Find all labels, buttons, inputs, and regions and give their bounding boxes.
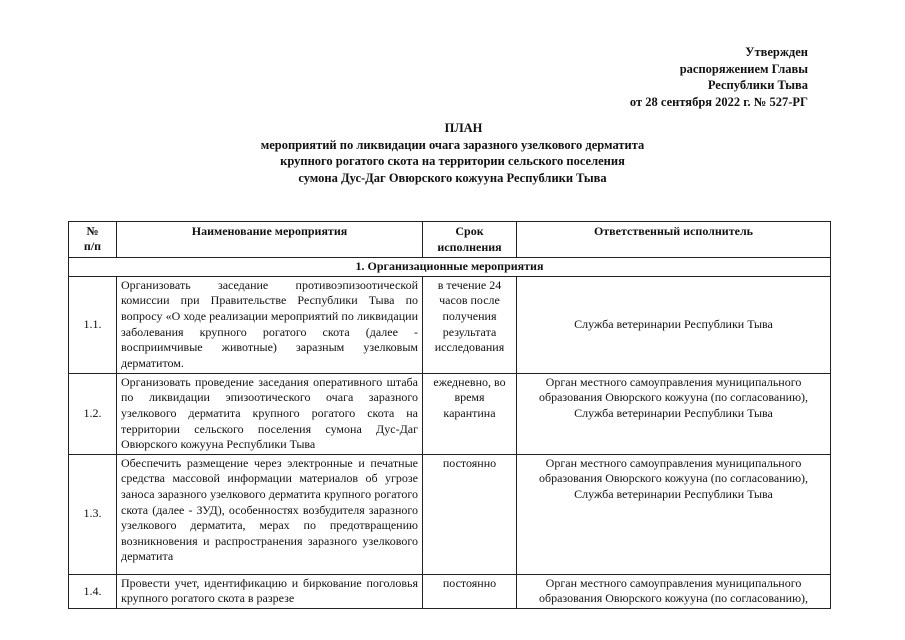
row-term: в течение 24 часов после получения результата исследования (423, 276, 517, 373)
row-name: Обеспечить размещение через электронные и печатные средства массовой информации материалов об угрозе заноса заразного узелкового дерматита крупного рогатого скота (далее - ЗУД), особенностях возбудителя заразного узелкового дерматита, мерах по предотвращению возникновения и распространения заразного узелкового дерматита (117, 454, 423, 574)
row-num: 1.1. (69, 276, 117, 373)
row-name: Провести учет, идентификацию и биркование поголовья крупного рогатого скота в разрезе (117, 574, 423, 608)
table-row (69, 574, 831, 608)
row-responsible: Орган местного самоуправления муниципального образования Овюрского кожууна (по согласованию), Служба ветеринарии Республики Тыва (517, 373, 831, 454)
approval-line: распоряжением Главы (679, 61, 808, 76)
approval-stamp (630, 44, 808, 110)
row-name: Организовать заседание противоэпизоотической комиссии при Правительстве Республики Тыва по вопросу «О ходе реализации мероприятий по ликвидации заболевания крупного рогатого скота (далее - восприимчивые животные) заразным узелковым дерматитом. (117, 276, 423, 373)
row-responsible: Орган местного самоуправления муниципального образования Овюрского кожууна (по согласованию), (517, 574, 831, 608)
row-num: 1.3. (69, 454, 117, 574)
row-responsible: Служба ветеринарии Республики Тыва (517, 276, 831, 373)
approval-line: Республики Тыва (707, 78, 808, 92)
section-row (69, 258, 831, 277)
header-num (69, 222, 117, 258)
table-header-row (69, 222, 831, 258)
row-term: постоянно (423, 454, 517, 574)
row-name: Организовать проведение заседания оперативного штаба по ликвидации эпизоотического очага заразного узелкового дерматита крупного рогатого скота на территории сельского поселения сумона Дус-Даг Овюрского кожууна Республики Тыва (117, 373, 423, 454)
plan-subtitle-line: сумона Дус-Даг Овюрского кожууна Республики Тыва (298, 170, 607, 185)
plan-subtitle-line: мероприятий по ликвидации очага заразного узелкового дерматита (260, 137, 645, 152)
header-term-line2: исполнения (437, 239, 502, 254)
row-term: ежедневно, во время карантина (423, 373, 517, 454)
header-num-line1: № (86, 224, 99, 238)
plan-subtitle-line: крупного рогатого скота на территории сельского поселения (280, 154, 625, 168)
plan-title: ПЛАН (444, 121, 483, 135)
row-responsible: Орган местного самоуправления муниципального образования Овюрского кожууна (по согласованию), Служба ветеринарии Республики Тыва (517, 454, 831, 574)
header-num-line2: п/п (83, 239, 102, 253)
table-row (69, 276, 831, 373)
header-term (423, 222, 517, 258)
approval-line: от 28 сентября 2022 г. № 527-РГ (629, 94, 808, 109)
section-title: 1. Организационные мероприятия (69, 258, 831, 277)
table-row (69, 454, 831, 574)
plan-heading (0, 120, 905, 186)
header-responsible: Ответственный исполнитель (517, 222, 831, 258)
row-term: постоянно (423, 574, 517, 608)
plan-table (68, 221, 831, 609)
header-term-line1: Срок (455, 224, 484, 238)
table-row (69, 373, 831, 454)
approval-line: Утвержден (745, 45, 808, 59)
row-num: 1.2. (69, 373, 117, 454)
row-num: 1.4. (69, 574, 117, 608)
header-name: Наименование мероприятия (117, 222, 423, 258)
